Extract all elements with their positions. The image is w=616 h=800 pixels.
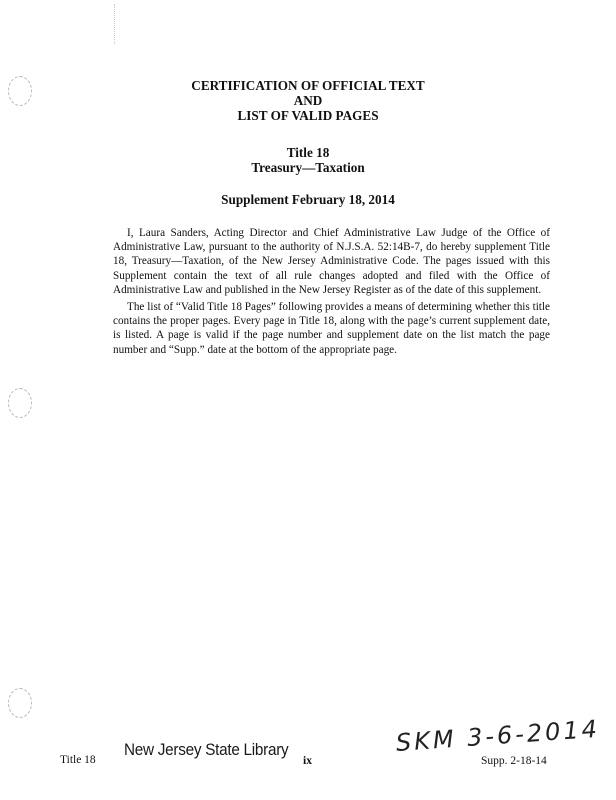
certification-heading bbox=[0, 78, 616, 123]
certification-paragraph bbox=[113, 226, 550, 297]
punch-hole bbox=[8, 388, 32, 418]
paragraph-text: The list of “Valid Title 18 Pages” following provides a means of determining whether this title contains the proper pages. Every page in Title 18, along with the page’s current supplement date, is listed. A page is valid if the page number and supplement date on the list match the page number and “Supp.” date at the bottom of the appropriate page. bbox=[113, 301, 550, 356]
supplement-date: Supplement February 18, 2014 bbox=[221, 192, 395, 207]
title-number: Title 18 bbox=[286, 145, 330, 160]
handwritten-note: SKM 3-6-2014 bbox=[395, 714, 601, 757]
paragraph-text: I, Laura Sanders, Acting Director and Chief Administrative Law Judge of the Office of Administrative Law, pursuant to the authority of N.J.S.A. 52:14B-7, do hereby supplement Title 18, Treasury—Taxation, of the New Jersey Administrative Code. The pages issued with this Supplement contain the text of all rule changes adopted and filed with the Office of Administrative Law and published in the New Jersey Register as of the date of this supplement. bbox=[113, 227, 550, 296]
valid-pages-paragraph bbox=[113, 300, 550, 357]
heading-line-3: LIST OF VALID PAGES bbox=[237, 108, 379, 123]
title-subject: Treasury—Taxation bbox=[251, 160, 365, 175]
footer-supplement: Supp. 2-18-14 bbox=[481, 755, 547, 767]
scan-artifact bbox=[114, 4, 115, 44]
library-stamp: New Jersey State Library bbox=[124, 740, 289, 759]
page-number: ix bbox=[303, 755, 312, 767]
title-heading bbox=[0, 145, 616, 175]
heading-line-1: CERTIFICATION OF OFFICIAL TEXT bbox=[191, 78, 425, 93]
punch-hole bbox=[8, 688, 32, 718]
footer-title: Title 18 bbox=[60, 754, 96, 766]
heading-line-2: AND bbox=[293, 93, 323, 108]
